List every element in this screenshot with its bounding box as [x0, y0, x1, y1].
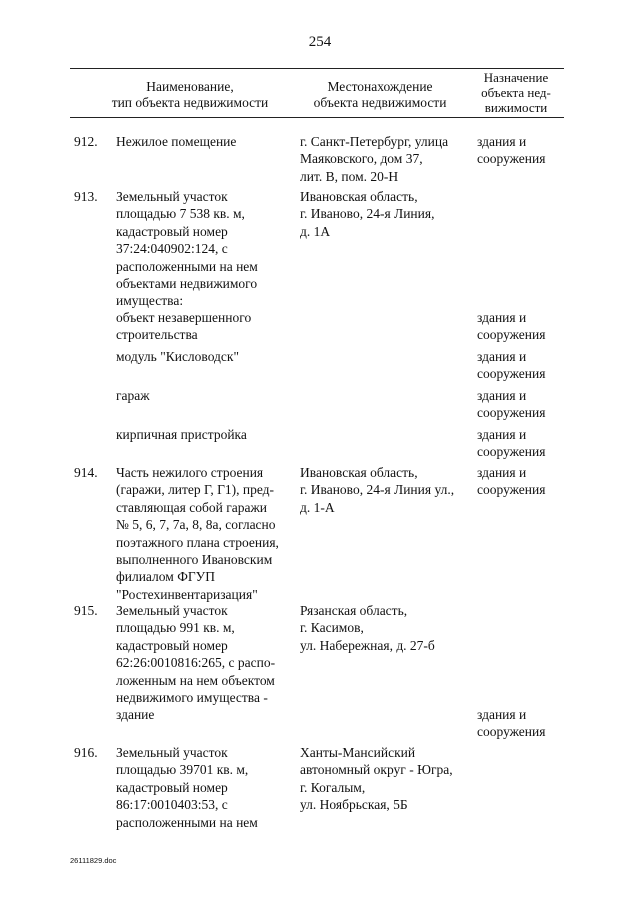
- object-purpose: здания и сооружения: [477, 310, 546, 343]
- object-location: Ивановская область, г. Иваново, 24-я Линия, д. 1А: [300, 189, 435, 239]
- header-location: Местонахождение объекта недвижимости: [313, 79, 447, 110]
- object-purpose: здания и сооружения: [477, 388, 546, 421]
- object-name: Земельный участок площадью 39701 кв. м, кадастровый номер 86:17:0010403:53, с расположенными на нем: [116, 745, 258, 830]
- object-location: г. Санкт-Петербург, улица Маяковского, дом 37, лит. В, пом. 20-Н: [300, 134, 449, 184]
- object-purpose: здания и сооружения: [477, 427, 546, 460]
- object-name: кирпичная пристройка: [116, 427, 247, 442]
- row-number: 914.: [74, 465, 98, 480]
- object-name: Земельный участок площадью 7 538 кв. м, кадастровый номер 37:24:040902:124, с расположенными на нем объектами недвижимого имущества:: [116, 189, 258, 309]
- object-location: Ивановская область, г. Иваново, 24-я Линия ул., д. 1-А: [300, 465, 455, 515]
- object-name: объект незавершенного строительства: [116, 310, 252, 343]
- object-purpose: здания и сооружения: [477, 707, 546, 740]
- row-number: 912.: [74, 134, 98, 149]
- header-name-type: Наименование, тип объекта недвижимости: [111, 79, 269, 110]
- table-header-bottom-rule: [70, 117, 564, 118]
- row-number: 916.: [74, 745, 98, 760]
- object-name: Нежилое помещение: [116, 134, 237, 149]
- table-header-top-rule: [70, 68, 564, 69]
- row-number: 915.: [74, 603, 98, 618]
- object-purpose: здания и сооружения: [477, 134, 546, 167]
- object-purpose: здания и сооружения: [477, 465, 546, 498]
- row-number: 913.: [74, 189, 98, 204]
- object-location: Рязанская область, г. Касимов, ул. Набережная, д. 27-б: [300, 603, 435, 653]
- page-number: 254: [308, 34, 332, 50]
- object-name: Земельный участок площадью 991 кв. м, кадастровый номер 62:26:0010816:265, с распо- ложенным на нем объектом недвижимого имущества -: [116, 603, 276, 706]
- document-filename: 26111829.doc: [70, 856, 117, 865]
- object-name: Часть нежилого строения (гаражи, литер Г, Г1), пред- ставляющая собой гаражи № 5, 6, 7, 7а, 8, 8а, согласно поэтажного плана строения, выполненного Ивановским филиалом ФГУП "Ростехинвентаризация": [116, 465, 279, 602]
- header-purpose: Назначение объекта нед- вижимости: [481, 70, 551, 115]
- object-purpose: здания и сооружения: [477, 349, 546, 382]
- object-location: Ханты-Мансийский автономный округ - Югра, г. Когалым, ул. Ноябрьская, 5Б: [300, 745, 453, 813]
- object-name: модуль "Кисловодск": [116, 349, 239, 364]
- object-name: гараж: [116, 388, 150, 403]
- object-name: здание: [116, 707, 155, 722]
